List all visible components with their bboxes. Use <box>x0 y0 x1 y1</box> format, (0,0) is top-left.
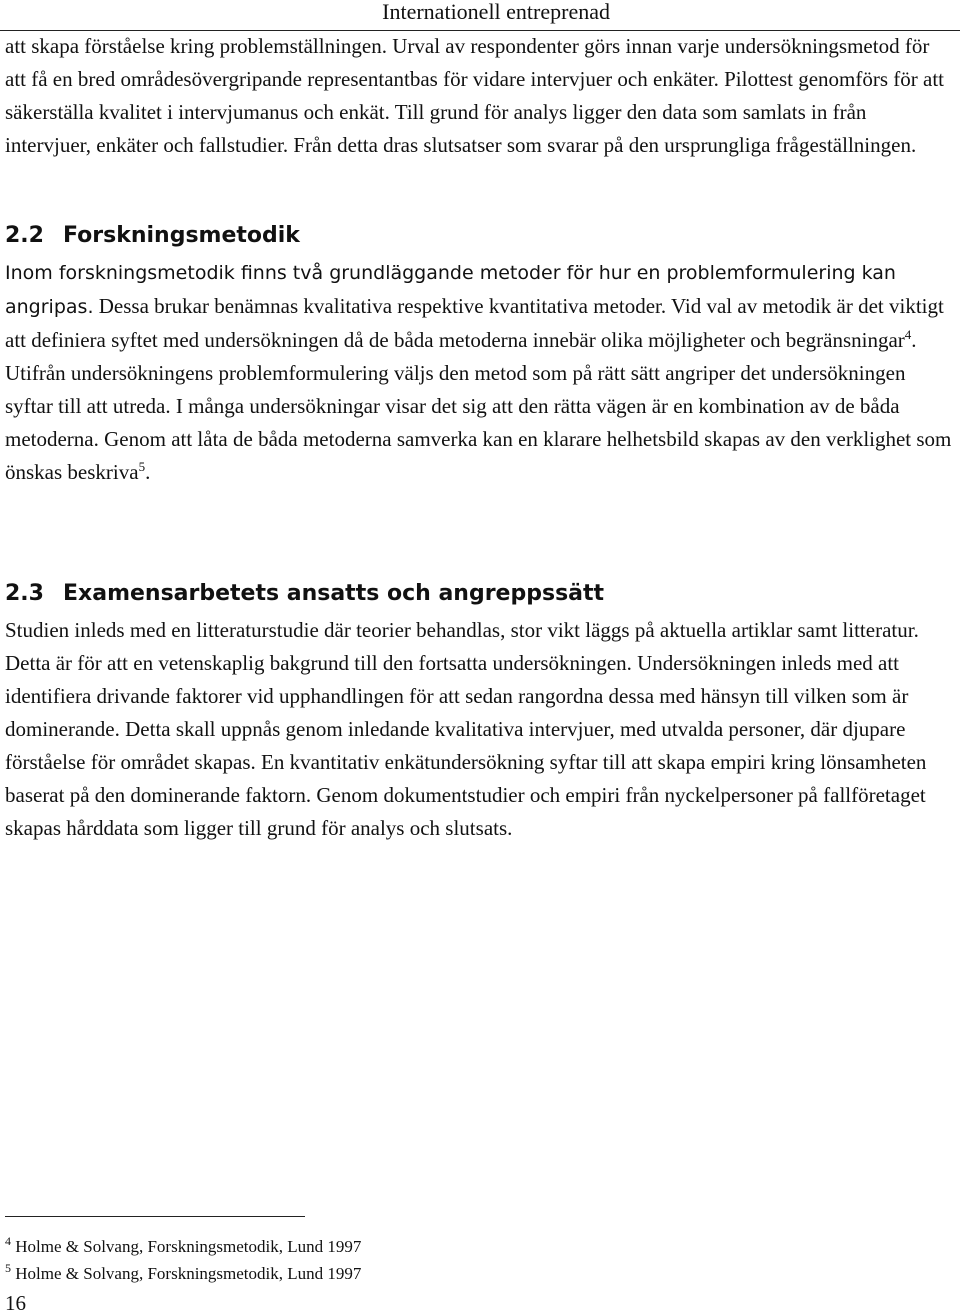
intro-paragraph: att skapa förståelse kring problemställningen. Urval av respondenter görs innan varje undersökningsmetod för att få en bred områdesövergripande representantbas för vidare intervjuer och enkäter. Pilottest genomförs för att säkerställa kvalitet i intervjumanus och enkät. Till grund för analys ligger den data som samlats in från intervjuer, enkäter och fallstudier. Från detta dras slutsatser som svarar på den ursprungliga frågeställningen. <box>5 34 945 157</box>
section-2-3-body <box>5 614 955 845</box>
page-number: 16 <box>5 1291 26 1315</box>
footnote-ref-5: 5 <box>138 459 146 474</box>
footnote-mark: 4 <box>5 1234 11 1248</box>
section-number: 2.3 <box>5 581 44 606</box>
section-number: 2.2 <box>5 223 44 248</box>
section-title: Examensarbetets ansatts och angreppssätt <box>63 581 605 606</box>
footnote-5 <box>5 1263 361 1285</box>
section-2-2-paragraph <box>5 256 955 489</box>
intro-paragraph-block <box>5 30 955 162</box>
section-2-2-text-end: . <box>145 460 151 484</box>
section-2-3-paragraph: Studien inleds med en litteraturstudie där teorier behandlas, stor vikt läggs på aktuella artiklar samt litteratur. Detta är för att en vetenskaplig bakgrund till den fortsatta undersökningen. Undersökningen inleds med att identifiera drivande faktorer vid upphandlingen för att sedan rangordna dessa med hänsyn till vilken som är dominerande. Detta skall uppnås genom inledande kvalitativa intervjuer, med utvalda personer, där djupare förståelse för området skapas. En kvantitativ enkätundersökning syftar till att skapa empiri kring lönsamheten baserat på den dominerande faktorn. Genom dokumentstudier och empiri från nyckelpersoner på fallföretaget skapas hårddata som ligger till grund för analys och slutsats. <box>5 618 927 840</box>
footnote-rule <box>5 1216 305 1217</box>
section-heading-2-2 <box>5 222 300 250</box>
section-2-2-lead: Inom forskningsmetodik finns två grundläggande metoder för hur en problemformulering kan angripas. <box>5 262 896 318</box>
running-header-title: Internationell entreprenad <box>382 0 610 24</box>
section-title: Forskningsmetodik <box>63 223 300 248</box>
section-2-2-text-b: . Utifrån undersökningens problemformulering väljs den metod som på rätt sätt angriper det undersökningen syftar till att utreda. I många undersökningar visar det sig att den rätta vägen är en kombination av de båda metoderna. Genom att låta de båda metoderna samverka kan en klarare helhetsbild skapas av den verklighet som önskas beskriva <box>5 328 952 484</box>
footnote-ref-4: 4 <box>904 327 912 342</box>
footnote-mark: 5 <box>5 1261 11 1275</box>
section-2-2-text-a: Dessa brukar benämnas kvalitativa respektive kvantitativa metoder. Vid val av metodik är det viktigt att definiera syftet med undersökningen då de båda metoderna innebär olika möjligheter och begränsningar <box>5 294 944 352</box>
section-2-2-body <box>5 256 955 489</box>
footnote-text: Holme & Solvang, Forskningsmetodik, Lund 1997 <box>15 1237 362 1256</box>
footnote-4 <box>5 1236 361 1258</box>
footnote-text: Holme & Solvang, Forskningsmetodik, Lund 1997 <box>15 1264 362 1283</box>
section-heading-2-3 <box>5 580 604 608</box>
